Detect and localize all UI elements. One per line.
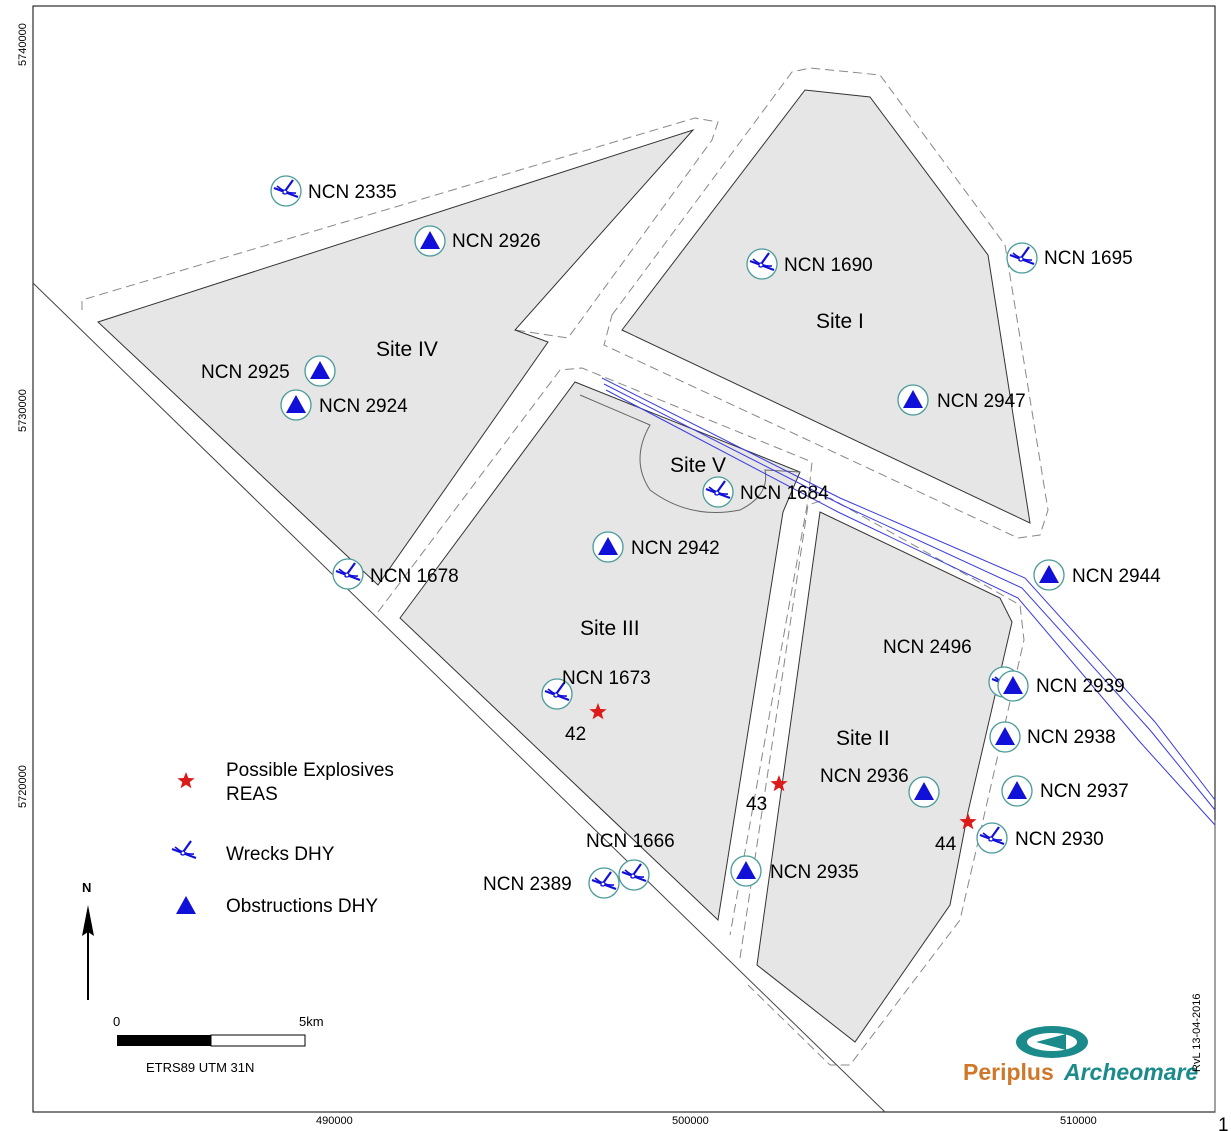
label-ncn-1666: NCN 1666 xyxy=(586,831,675,852)
wreck-icon-ncn-1666[interactable] xyxy=(619,860,649,890)
label-ncn-1678: NCN 1678 xyxy=(370,566,459,587)
label-ncn-2935: NCN 2935 xyxy=(770,862,859,883)
label-ncn-2924: NCN 2924 xyxy=(319,396,408,417)
wreck-icon-ncn-1690[interactable] xyxy=(747,249,777,279)
label-ncn-2335: NCN 2335 xyxy=(308,182,397,203)
wreck-icon-ncn-2335[interactable] xyxy=(271,176,301,206)
wreck-icon-ncn-1684[interactable] xyxy=(703,477,733,507)
label-ncn-2496: NCN 2496 xyxy=(883,637,972,658)
obstruction-icon-ncn-2939[interactable] xyxy=(998,671,1028,701)
label-ncn-2944: NCN 2944 xyxy=(1072,566,1161,587)
legend-explosives-line2: REAS xyxy=(226,784,278,805)
y-tick-5730000: 5730000 xyxy=(17,389,29,432)
label-ncn-1695: NCN 1695 xyxy=(1044,248,1133,269)
obstruction-icon-ncn-2936[interactable] xyxy=(909,777,939,807)
y-tick-5740000: 5740000 xyxy=(17,23,29,66)
wreck-icon-ncn-1678[interactable] xyxy=(333,559,363,589)
wreck-icon-ncn-2930[interactable] xyxy=(977,823,1007,853)
site-ii-label: Site II xyxy=(836,727,890,750)
obstruction-icon-ncn-2924[interactable] xyxy=(281,390,311,420)
label-ncn-2942: NCN 2942 xyxy=(631,538,720,559)
label-ncn-2939: NCN 2939 xyxy=(1036,676,1125,697)
label-ncn-2938: NCN 2938 xyxy=(1027,727,1116,748)
obstruction-icon-ncn-2935[interactable] xyxy=(731,856,761,886)
label-ncn-2936: NCN 2936 xyxy=(820,766,909,787)
label-ncn-2925: NCN 2925 xyxy=(201,362,290,383)
scale-bar-end: 5km xyxy=(299,1014,324,1029)
obstruction-icon-ncn-2925[interactable] xyxy=(305,356,335,386)
label-ncn-1684: NCN 1684 xyxy=(740,483,829,504)
scale-bar-black xyxy=(117,1035,211,1046)
logo-word-periplus: Periplus xyxy=(963,1059,1054,1085)
label-ncn-1690: NCN 1690 xyxy=(784,255,873,276)
obstruction-icon-ncn-2942[interactable] xyxy=(593,532,623,562)
label-ncn-2937: NCN 2937 xyxy=(1040,781,1129,802)
obstruction-icon-ncn-2947[interactable] xyxy=(898,385,928,415)
x-tick-500000: 500000 xyxy=(672,1115,709,1127)
site-v-label: Site V xyxy=(670,454,727,477)
wreck-icon-ncn-1695[interactable] xyxy=(1007,243,1037,273)
scale-bar-crs: ETRS89 UTM 31N xyxy=(146,1060,255,1075)
site-i-label: Site I xyxy=(816,310,864,333)
edge-mark: 1 xyxy=(1218,1115,1229,1131)
label-explosive-43: 43 xyxy=(746,794,768,815)
site-iv-label: Site IV xyxy=(376,338,438,361)
label-ncn-2930: NCN 2930 xyxy=(1015,829,1104,850)
legend-obstructions: Obstructions DHY xyxy=(226,896,379,917)
label-ncn-2389: NCN 2389 xyxy=(483,874,572,895)
label-explosive-44: 44 xyxy=(935,834,957,855)
label-explosive-42: 42 xyxy=(565,724,587,745)
site-iii-label: Site III xyxy=(580,617,640,640)
obstruction-icon-ncn-2938[interactable] xyxy=(990,722,1020,752)
wreck-icon-ncn-2389[interactable] xyxy=(589,868,619,898)
obstruction-icon-ncn-2926[interactable] xyxy=(415,226,445,256)
label-ncn-1673: NCN 1673 xyxy=(562,668,651,689)
x-tick-510000: 510000 xyxy=(1060,1115,1097,1127)
y-tick-5720000: 5720000 xyxy=(17,765,29,808)
scale-bar-white xyxy=(211,1035,305,1046)
x-tick-490000: 490000 xyxy=(316,1115,353,1127)
obstruction-icon-ncn-2944[interactable] xyxy=(1034,560,1064,590)
label-ncn-2947: NCN 2947 xyxy=(937,391,1026,412)
obstruction-icon-ncn-2937[interactable] xyxy=(1002,776,1032,806)
scale-bar-start: 0 xyxy=(113,1014,121,1029)
legend-wrecks: Wrecks DHY xyxy=(226,844,335,865)
label-ncn-2926: NCN 2926 xyxy=(452,231,541,252)
author-stamp: RvL 13-04-2016 xyxy=(1191,993,1203,1072)
north-arrow-label: N xyxy=(82,880,92,895)
legend-explosives-line1: Possible Explosives xyxy=(226,760,394,781)
logo-word-archeomare: Archeomare xyxy=(1064,1059,1199,1085)
